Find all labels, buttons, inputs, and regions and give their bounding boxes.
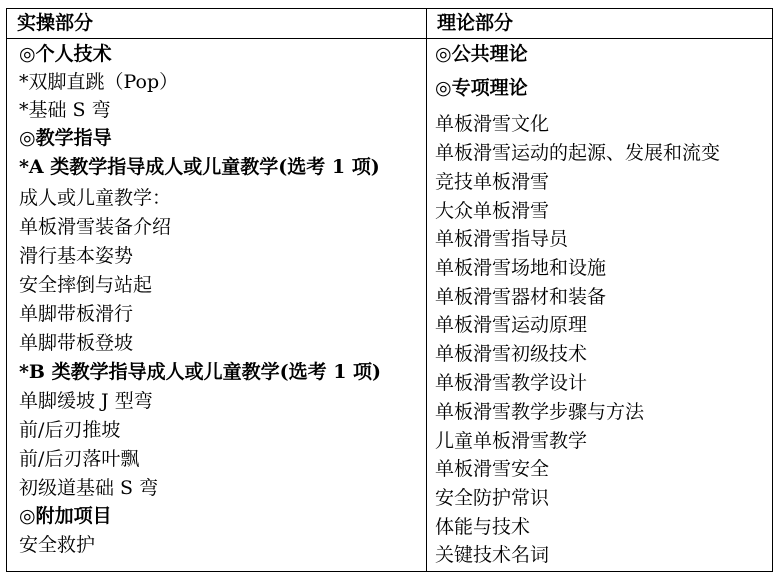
theory-item: ◎公共理论: [435, 43, 528, 65]
practical-item: 成人或儿童教学：: [19, 187, 172, 209]
practical-item: *A 类教学指导成人或儿童教学(选考 1 项): [19, 156, 380, 178]
theory-item: 关键技术名词: [435, 544, 550, 566]
theory-item: 单板滑雪指导员: [435, 228, 569, 250]
theory-item: 安全防护常识: [435, 487, 550, 509]
practical-item: ◎附加项目: [19, 505, 112, 527]
practical-item: 安全救护: [19, 534, 96, 556]
practical-item: ◎个人技术: [19, 43, 112, 65]
theory-item: 体能与技术: [435, 516, 531, 538]
practical-item: *基础 S 弯: [19, 99, 111, 121]
theory-item: 单板滑雪教学步骤与方法: [435, 401, 645, 423]
theory-item: 单板滑雪教学设计: [435, 372, 588, 394]
theory-item: 大众单板滑雪: [435, 200, 550, 222]
theory-item: 单板滑雪安全: [435, 458, 550, 480]
theory-item: 竞技单板滑雪: [435, 171, 550, 193]
theory-item: 单板滑雪器材和装备: [435, 286, 607, 308]
theory-item: 单板滑雪场地和设施: [435, 257, 607, 279]
theory-item: ◎专项理论: [435, 77, 528, 99]
practical-item: 滑行基本姿势: [19, 245, 134, 267]
practical-item: 单脚带板滑行: [19, 303, 134, 325]
theory-item: 单板滑雪运动原理: [435, 314, 588, 336]
curriculum-table: [6, 8, 773, 572]
theory-item: 单板滑雪运动的起源、发展和流变: [435, 142, 721, 164]
practical-item: 安全摔倒与站起: [19, 274, 153, 296]
theory-item: 单板滑雪文化: [435, 113, 550, 135]
theory-header: 理论部分: [437, 12, 514, 34]
practical-item: *双脚直跳（Pop）: [19, 71, 179, 93]
practical-item: *B 类教学指导成人或儿童教学(选考 1 项): [19, 361, 382, 383]
practical-header: 实操部分: [17, 12, 94, 34]
theory-item: 儿童单板滑雪教学: [435, 430, 588, 452]
theory-item: 单板滑雪初级技术: [435, 343, 588, 365]
practical-item: 单脚带板登坡: [19, 332, 134, 354]
practical-item: ◎教学指导: [19, 127, 112, 149]
practical-item: 单板滑雪装备介绍: [19, 216, 172, 238]
column-divider: [426, 9, 427, 571]
practical-item: 前/后刃落叶飘: [19, 448, 140, 470]
practical-item: 单脚缓坡 J 型弯: [19, 390, 153, 412]
practical-item: 前/后刃推坡: [19, 419, 121, 441]
table-header-row: [7, 9, 772, 39]
practical-item: 初级道基础 S 弯: [19, 477, 159, 499]
